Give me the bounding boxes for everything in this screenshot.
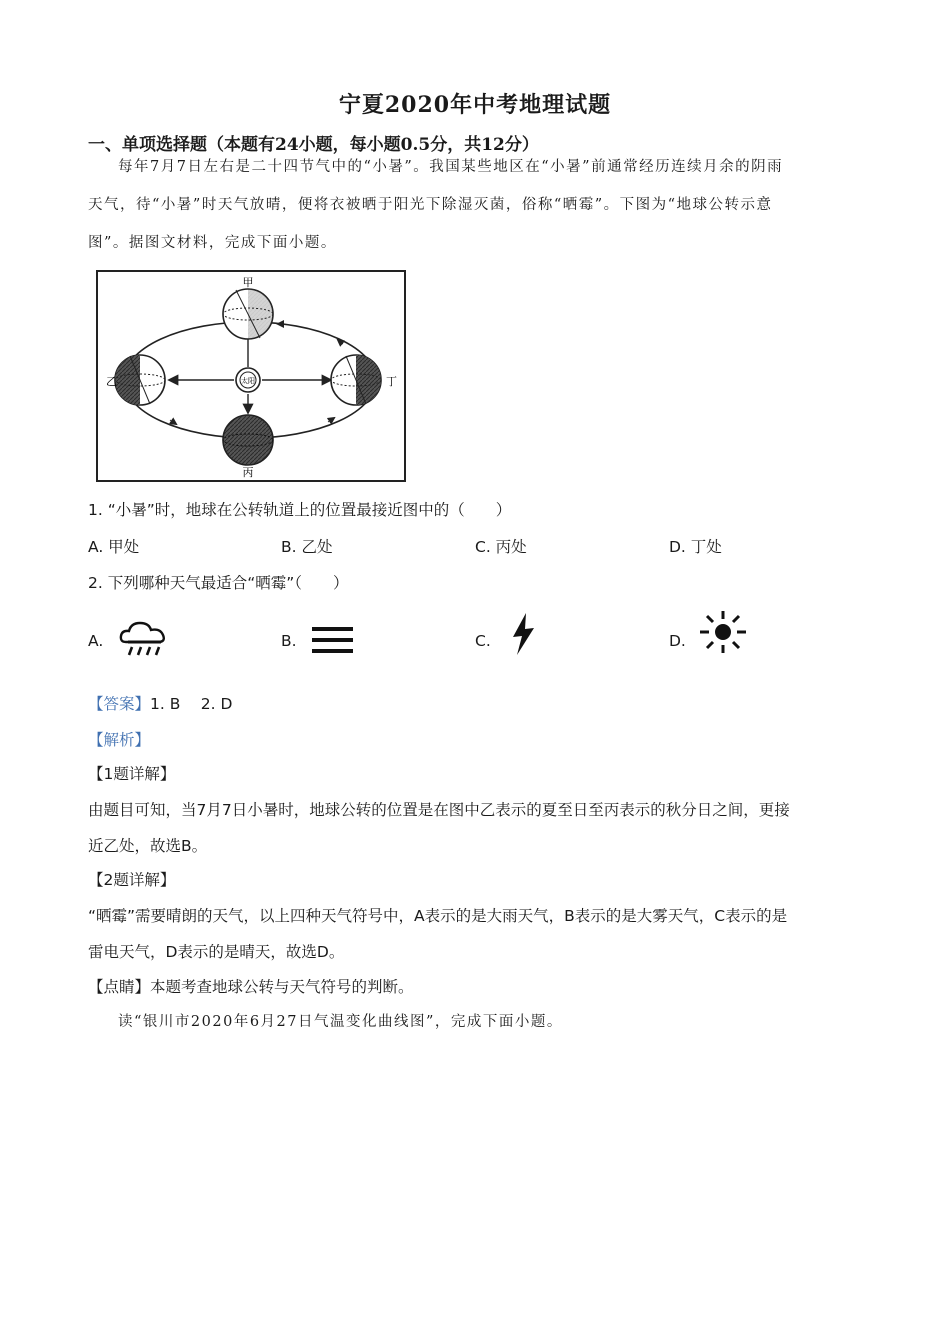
analysis-tag: 【解析】 xyxy=(88,731,151,749)
intro-line-2: 天气，待“小暑”时天气放晴，便将衣被晒于阳光下除湿灭菌，俗称“晒霉”。下图为“地球公转示意 xyxy=(88,197,773,213)
earth-left xyxy=(115,355,165,405)
comment-tag: 【点睛】 xyxy=(88,978,151,996)
label-bing: 丙 xyxy=(242,466,254,479)
earth-top xyxy=(223,289,273,339)
question-2-option-b-label[interactable]: B. xyxy=(281,632,297,650)
section-heading: 一、单项选择题（本题有24小题，每小题0.5分，共12分） xyxy=(88,135,539,155)
answer-tag: 【答案】 xyxy=(88,695,151,713)
orbit-diagram xyxy=(98,272,404,480)
heavy-rain-icon[interactable] xyxy=(118,618,170,658)
next-intro: 读“银川市2020年6月27日气温变化曲线图”，完成下面小题。 xyxy=(118,1014,563,1030)
detail-1-heading: 【1题详解】 xyxy=(88,765,176,783)
question-2-stem: 2. 下列哪种天气最适合“晒霉”（ ） xyxy=(88,574,349,592)
detail-1-line-1: 由题目可知，当7月7日小暑时，地球公转的位置是在图中乙表示的夏至日至丙表示的秋分日之间，更接 xyxy=(88,801,790,819)
question-2-option-d-label[interactable]: D. xyxy=(669,632,686,650)
question-1-option-c[interactable]: C. 丙处 xyxy=(475,538,527,556)
detail-2-line-1: “晒霉”需要晴朗的天气，以上四种天气符号中，A表示的是大雨天气，B表示的是大雾天气，C表示的是 xyxy=(88,907,788,925)
sun-label: 太阳 xyxy=(241,377,255,385)
label-yi: 乙 xyxy=(106,375,117,388)
question-1-option-d[interactable]: D. 丁处 xyxy=(669,538,722,556)
earth-right xyxy=(331,355,381,405)
label-ding: 丁 xyxy=(386,375,397,388)
question-2-option-a-label[interactable]: A. xyxy=(88,632,104,650)
comment-text: 本题考查地球公转与天气符号的判断。 xyxy=(150,978,414,996)
question-1-stem: 1. “小暑”时，地球在公转轨道上的位置最接近图中的（ ） xyxy=(88,501,512,519)
earth-bottom xyxy=(223,415,273,465)
answer-text: 1. B 2. D xyxy=(150,695,233,713)
sunny-icon[interactable] xyxy=(698,610,748,654)
thunder-icon[interactable] xyxy=(508,612,538,656)
answer-line xyxy=(88,692,232,714)
question-2-option-c-label[interactable]: C. xyxy=(475,632,491,650)
detail-2-heading: 【2题详解】 xyxy=(88,871,176,889)
intro-line-3: 图”。据图文材料，完成下面小题。 xyxy=(88,235,337,251)
question-1-option-b[interactable]: B. 乙处 xyxy=(281,538,333,556)
orbit-arrow-left-bottom xyxy=(170,420,176,424)
label-jia: 甲 xyxy=(242,276,254,289)
intro-line-1: 每年7月7日左右是二十四节气中的“小暑”。我国某些地区在“小暑”前通常经历连续月余的阴雨 xyxy=(118,159,784,175)
earth-revolution-figure xyxy=(96,270,406,482)
detail-1-line-2: 近乙处，故选B。 xyxy=(88,837,208,855)
page-title: 宁夏2020年中考地理试题 xyxy=(338,92,612,118)
orbit-arrow-bottom-right xyxy=(328,418,334,422)
fog-icon[interactable] xyxy=(311,626,355,656)
question-1-option-a[interactable]: A. 甲处 xyxy=(88,538,140,556)
comment-line xyxy=(88,975,414,997)
detail-2-line-2: 雷电天气，D表示的是晴天，故选D。 xyxy=(88,943,345,961)
